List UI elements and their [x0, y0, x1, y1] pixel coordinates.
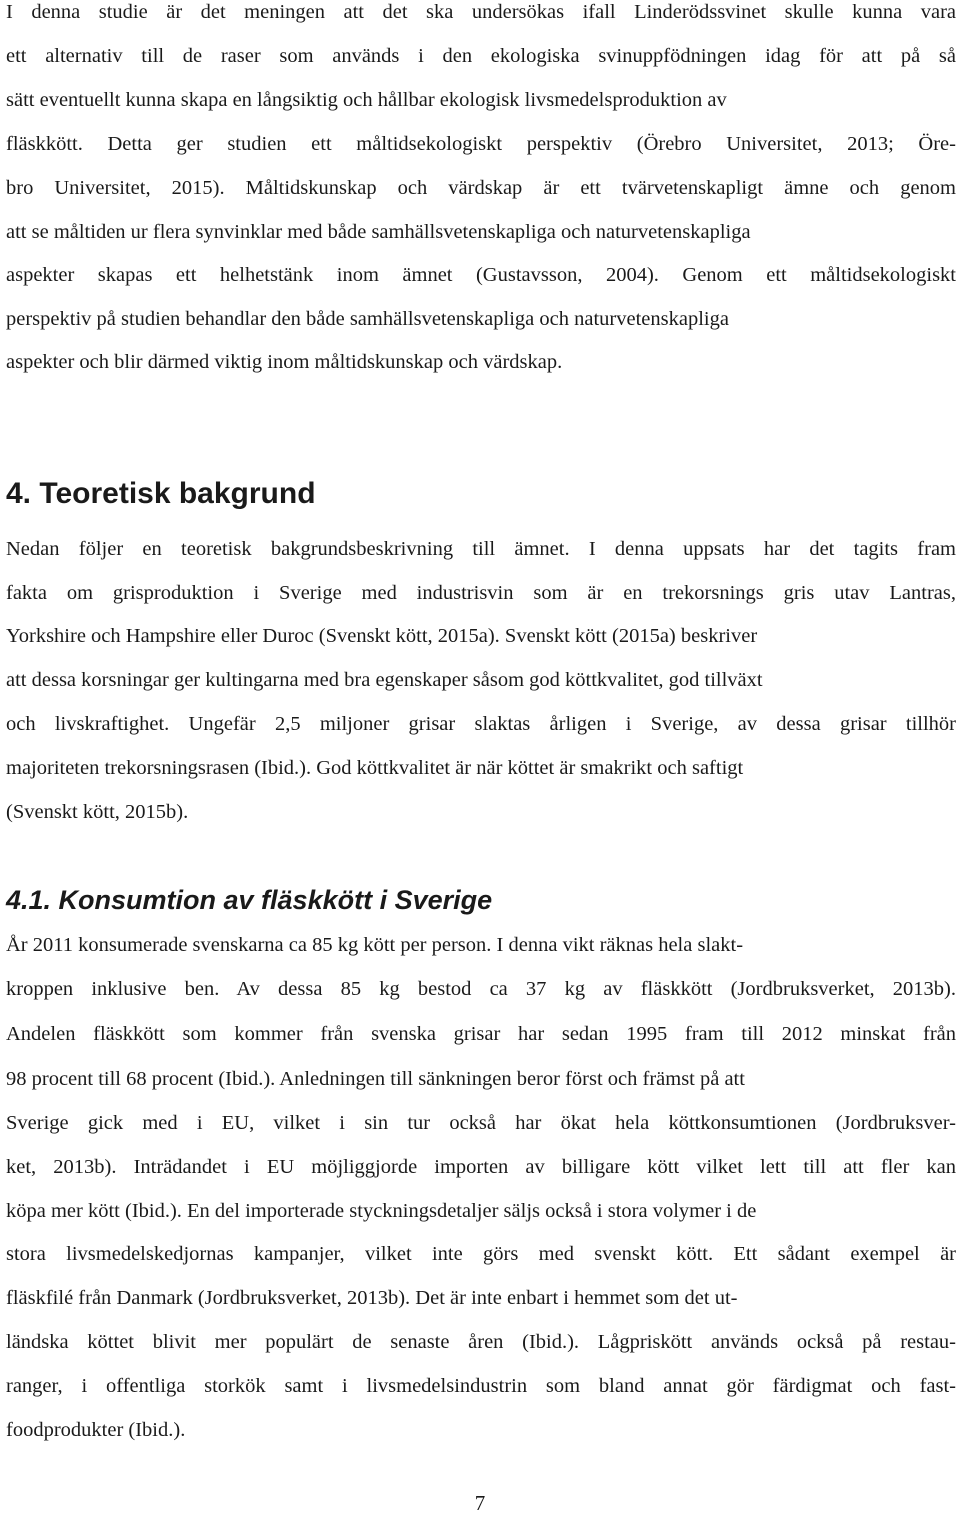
intro-line-4: fläskkött. Detta ger studien ett måltidsekologiskt perspektiv (Örebro Universitet, 2013; Öre-: [6, 133, 956, 155]
page-number: 7: [474, 1491, 486, 1515]
section-4-line-2: fakta om grisproduktion i Sverige med industrisvin som är en trekorsnings gris utav Lantras,: [6, 582, 956, 604]
section-4-line-5: och livskraftighet. Ungefär 2,5 miljoner grisar slaktas årligen i Sverige, av dessa grisar tillhör: [6, 713, 956, 735]
section-4-1-line-11: ranger, i offentliga storkök samt i livsmedelsindustrin som bland annat gör färdigmat och fast-: [6, 1375, 956, 1397]
section-4-heading: 4. Teoretisk bakgrund: [6, 477, 316, 510]
section-4-1-line-7: köpa mer kött (Ibid.). En del importerade styckningsdetaljer säljs också i stora volymer i de: [6, 1200, 757, 1222]
section-4-line-6: majoriteten trekorsningsrasen (Ibid.). God köttkvalitet är när köttet är smakrikt och saftigt: [6, 757, 744, 779]
intro-line-2: ett alternativ till de raser som används i den ekologiska svinuppfödningen idag för att på så: [6, 45, 956, 67]
section-4-1-line-9: fläskfilé från Danmark (Jordbruksverket, 2013b). Det är inte enbart i hemmet som det ut-: [6, 1287, 738, 1309]
section-4-1-line-2: kroppen inklusive ben. Av dessa 85 kg bestod ca 37 kg av fläskkött (Jordbruksverket, 2013b).: [6, 978, 956, 1000]
intro-line-7: aspekter skapas ett helhetstänk inom ämnet (Gustavsson, 2004). Genom ett måltidsekologiskt: [6, 264, 956, 286]
intro-line-8: perspektiv på studien behandlar den både samhällsvetenskapliga och naturvetenskapliga: [6, 308, 729, 330]
intro-line-6: att se måltiden ur flera synvinklar med både samhällsvetenskapliga och naturvetenskapliga: [6, 221, 751, 243]
section-4-1-line-5: Sverige gick med i EU, vilket i sin tur också har ökat hela köttkonsumtionen (Jordbruksver-: [6, 1112, 956, 1134]
section-4-1-line-1: År 2011 konsumerade svenskarna ca 85 kg kött per person. I denna vikt räknas hela slakt-: [6, 934, 744, 956]
intro-line-9: aspekter och blir därmed viktig inom måltidskunskap och värdskap.: [6, 351, 563, 373]
intro-line-3: sätt eventuellt kunna skapa en långsiktig och hållbar ekologisk livsmedelsproduktion av: [6, 89, 727, 111]
section-4-1-line-4: 98 procent till 68 procent (Ibid.). Anledningen till sänkningen beror först och främst på att: [6, 1068, 745, 1090]
section-4-line-3: Yorkshire och Hampshire eller Duroc (Svenskt kött, 2015a). Svenskt kött (2015a) beskriver: [6, 625, 758, 647]
section-4-1-line-12: foodprodukter (Ibid.).: [6, 1419, 186, 1441]
section-4-line-7: (Svenskt kött, 2015b).: [6, 801, 189, 823]
section-4-1-line-10: ländska köttet blivit mer populärt de senaste åren (Ibid.). Lågpriskött används också på restau-: [6, 1331, 956, 1353]
section-4-1-line-6: ket, 2013b). Inträdandet i EU möjliggjorde importen av billigare kött vilket lett till att fler kan: [6, 1156, 956, 1178]
section-4-1-line-8: stora livsmedelskedjornas kampanjer, vilket inte görs med svenskt kött. Ett sådant exempel är: [6, 1243, 956, 1265]
intro-line-5: bro Universitet, 2015). Måltidskunskap och värdskap är ett tvärvetenskapligt ämne och genom: [6, 177, 956, 199]
section-4-1-line-3: Andelen fläskkött som kommer från svenska grisar har sedan 1995 fram till 2012 minskat från: [6, 1023, 956, 1045]
intro-line-1: I denna studie är det meningen att det ska undersökas ifall Linderödssvinet skulle kunna vara: [6, 1, 956, 23]
section-4-line-4: att dessa korsningar ger kultingarna med bra egenskaper såsom god köttkvalitet, god tillväxt: [6, 669, 763, 691]
section-4-line-1: Nedan följer en teoretisk bakgrundsbeskrivning till ämnet. I denna uppsats har det tagits fram: [6, 538, 956, 560]
section-4-1-heading: 4.1. Konsumtion av fläskkött i Sverige: [6, 885, 493, 915]
